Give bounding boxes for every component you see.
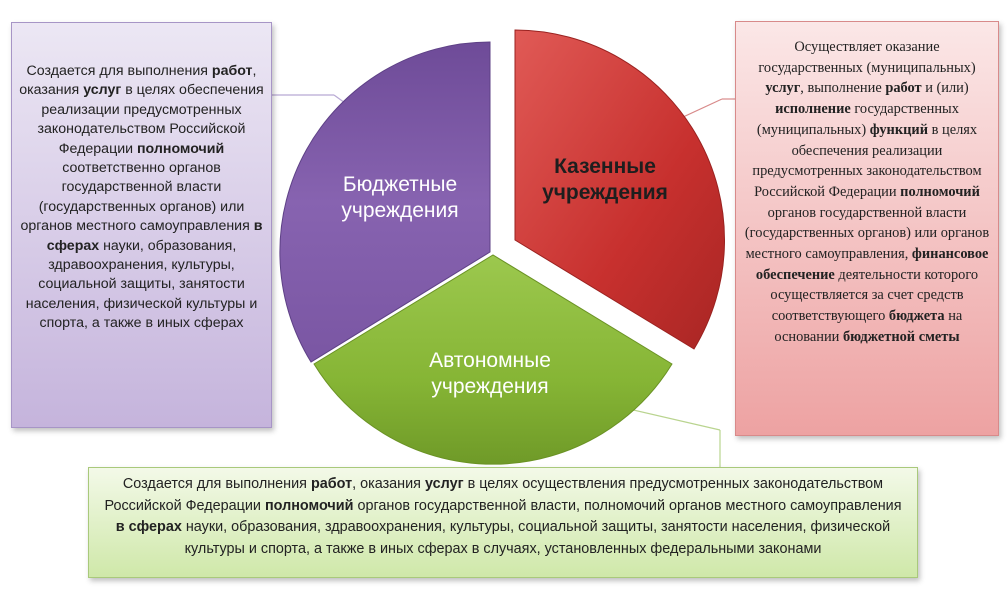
budget-description-box: Создается для выполнения работ, оказания услуг в целях обеспечения реализации предусмотренных законодательством Российской Федерации полномочий соответственно органов государственной власти (государственных органов) или органов местного самоуправления в сферах науки, образования, здравоохранения, культуры, социальной защиты, занятости населения, физической культуры и спорта, а также в иных сферах <box>11 22 272 428</box>
label-autonomous-institutions: Автономные учреждения <box>429 349 551 398</box>
label-state-institutions: Казенные учреждения <box>542 155 668 204</box>
autonomous-description-box: Создается для выполнения работ, оказания услуг в целях осуществления предусмотренных законодательством Российской Федерации полномочий органов государственной власти, полномочий органов местного самоуправления в сферах науки, образования, здравоохранения, культуры, социальной защиты, занятости населения, физической культуры и спорта, а также в иных сферах в случаях, установленных федеральными законами <box>88 467 918 578</box>
state-description-box: Осуществляет оказание государственных (муниципальных) услуг, выполнение работ и (или) исполнение государственных (муниципальных) функций в целях обеспечения реализации предусмотренных законодательством Российской Федерации полномочий органов государственной власти (государственных органов) или органов местного самоуправления, финансовое обеспечение деятельности которого осуществляется за счет средств соответствующего бюджета на основании бюджетной сметы <box>735 21 999 436</box>
label-budget-institutions: Бюджетные учреждения <box>341 173 459 222</box>
